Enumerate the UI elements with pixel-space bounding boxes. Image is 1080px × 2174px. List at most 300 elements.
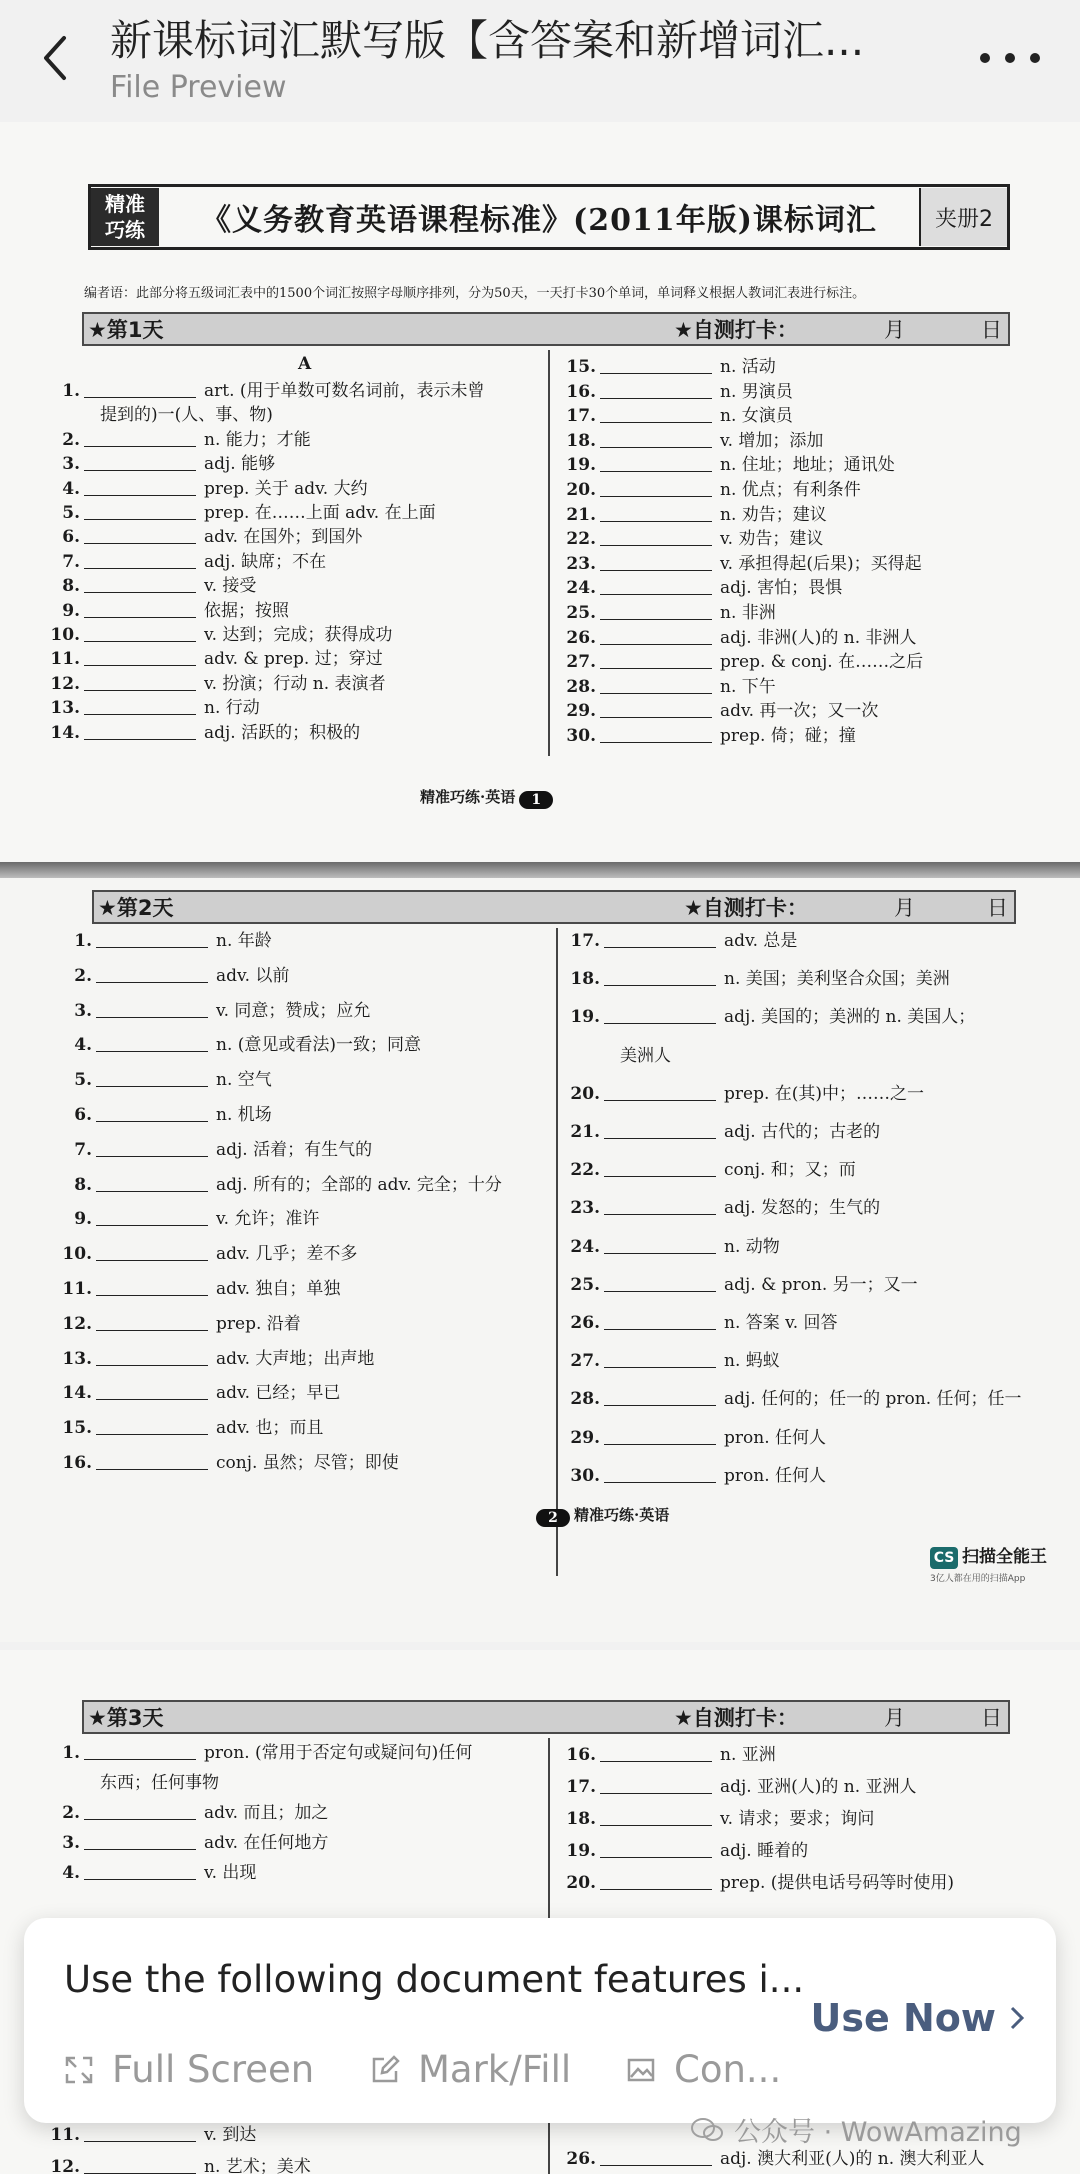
word-row bbox=[40, 620, 392, 645]
word-row bbox=[52, 1378, 340, 1403]
day-band bbox=[92, 890, 1016, 924]
section-letter: A bbox=[298, 354, 312, 374]
word-definition: adj. 古代的；古老的 bbox=[724, 1122, 881, 1142]
word-row bbox=[52, 1065, 272, 1090]
item-number: 20. bbox=[566, 1873, 596, 1893]
word-row bbox=[560, 1232, 780, 1257]
word-definition: conj. 和；又；而 bbox=[724, 1160, 856, 1181]
answer-blank bbox=[96, 1365, 208, 1366]
document-page-2[interactable] bbox=[0, 862, 1080, 1642]
item-number: 17. bbox=[566, 406, 596, 427]
answer-blank bbox=[84, 1849, 196, 1850]
word-row bbox=[52, 1239, 357, 1264]
word-row bbox=[556, 475, 861, 500]
word-row bbox=[40, 693, 260, 718]
answer-blank bbox=[96, 1225, 208, 1226]
word-row bbox=[40, 1858, 256, 1883]
word-row bbox=[556, 377, 793, 402]
word-definition: n. 空气 bbox=[216, 1070, 272, 1091]
word-definition: n. 年龄 bbox=[216, 931, 272, 951]
word-definition: adv. 大声地；出声地 bbox=[216, 1348, 375, 1369]
expand-icon bbox=[64, 2055, 94, 2085]
word-definition: n. (意见或看法)一致；同意 bbox=[216, 1035, 422, 1056]
answer-blank bbox=[84, 617, 196, 618]
item-number: 30. bbox=[570, 1465, 600, 1486]
item-number: 2. bbox=[62, 429, 80, 450]
word-row bbox=[560, 1002, 975, 1027]
word-row bbox=[560, 1308, 838, 1333]
column-divider bbox=[548, 350, 550, 756]
mark-fill-button[interactable] bbox=[370, 2048, 571, 2091]
day-label: ★第1天 bbox=[88, 318, 164, 342]
answer-blank bbox=[84, 568, 196, 569]
word-row bbox=[560, 1193, 880, 1218]
footer-text: 精准巧练·英语 bbox=[420, 788, 516, 806]
word-row bbox=[556, 1740, 776, 1765]
answer-blank bbox=[84, 714, 196, 715]
word-definition: adj. 活着；有生气的 bbox=[216, 1139, 373, 1160]
answer-blank bbox=[96, 1191, 208, 1192]
word-row bbox=[52, 1100, 272, 1125]
word-row bbox=[40, 1798, 328, 1823]
answer-blank bbox=[600, 1761, 712, 1762]
word-definition: n. 男演员 bbox=[720, 381, 793, 402]
chevron-left-icon bbox=[40, 33, 70, 83]
item-number: 19. bbox=[570, 1007, 600, 1028]
more-options-button[interactable] bbox=[980, 38, 1040, 78]
word-row bbox=[40, 2152, 311, 2174]
item-number: 30. bbox=[566, 726, 596, 746]
word-definition: n. 蚂蚁 bbox=[724, 1351, 780, 1372]
answer-blank bbox=[604, 1291, 716, 1292]
item-number: 24. bbox=[570, 1236, 600, 1257]
item-number: 16. bbox=[62, 1453, 92, 1473]
more-dot-icon bbox=[980, 53, 990, 63]
word-definition: adj. 所有的；全部的 adv. 完全；十分 bbox=[216, 1174, 502, 1195]
item-number: 19. bbox=[566, 1841, 596, 1861]
word-definition: adj. 能够 bbox=[204, 454, 276, 475]
answer-blank bbox=[600, 1889, 712, 1890]
column-divider bbox=[556, 928, 558, 1576]
word-definition: n. 非洲 bbox=[720, 603, 776, 623]
item-number: 1. bbox=[74, 931, 92, 951]
word-row bbox=[40, 474, 368, 499]
word-definition: n. 机场 bbox=[216, 1105, 272, 1125]
feature-promo-card[interactable] bbox=[24, 1918, 1056, 2123]
word-definition: 美洲人 bbox=[620, 1045, 671, 1066]
word-row bbox=[560, 1346, 780, 1371]
word-definition: pron. 任何人 bbox=[724, 1465, 826, 1486]
word-row bbox=[40, 449, 275, 474]
word-row bbox=[52, 1413, 323, 1438]
word-definition: 提到的)一(人、事、物) bbox=[100, 405, 273, 426]
word-row bbox=[560, 1423, 826, 1448]
word-definition: adv. 也；而且 bbox=[216, 1418, 324, 1439]
item-number: 27. bbox=[570, 1351, 600, 1372]
item-number: 26. bbox=[566, 2149, 596, 2169]
page-number: 1 bbox=[519, 791, 553, 809]
scanner-name: 扫描全能王 bbox=[962, 1547, 1047, 1567]
word-definition: n. 优点；有利条件 bbox=[720, 480, 861, 500]
word-row bbox=[40, 571, 256, 596]
answer-blank bbox=[96, 1051, 208, 1052]
full-screen-button[interactable] bbox=[64, 2048, 314, 2091]
word-row bbox=[40, 1768, 219, 1793]
checkin-label: ★自测打卡： bbox=[684, 896, 808, 920]
word-definition: adv. 而且；加之 bbox=[204, 1803, 329, 1823]
answer-blank bbox=[604, 985, 716, 986]
convert-button[interactable] bbox=[626, 2048, 781, 2091]
word-definition: n. 下午 bbox=[720, 676, 776, 697]
answer-blank bbox=[604, 1482, 716, 1483]
word-row bbox=[556, 401, 793, 426]
word-definition: v. 接受 bbox=[204, 576, 257, 597]
word-row bbox=[40, 400, 273, 425]
item-number: 18. bbox=[566, 430, 596, 451]
word-definition: art. (用于单数可数名词前，表示未曾 bbox=[204, 381, 485, 401]
word-definition: prep. 倚；碰；撞 bbox=[720, 726, 856, 746]
item-number: 14. bbox=[50, 722, 80, 743]
more-dot-icon bbox=[1030, 53, 1040, 63]
word-definition: adj. 澳大利亚(人)的 n. 澳大利亚人 bbox=[720, 2149, 985, 2169]
item-number: 22. bbox=[566, 529, 596, 550]
item-number: 5. bbox=[62, 503, 80, 523]
item-number: 11. bbox=[50, 2125, 80, 2145]
word-definition: adv. 独自；单独 bbox=[216, 1279, 341, 1299]
word-row bbox=[556, 524, 823, 549]
answer-blank bbox=[600, 570, 712, 571]
answer-blank bbox=[96, 1156, 208, 1157]
answer-blank bbox=[604, 1444, 716, 1445]
item-number: 6. bbox=[62, 527, 80, 548]
word-row bbox=[40, 547, 326, 572]
word-definition: n. 劝告；建议 bbox=[720, 504, 827, 525]
answer-blank bbox=[84, 665, 196, 666]
day-label: ★第3天 bbox=[88, 1706, 164, 1730]
item-number: 1. bbox=[62, 381, 80, 401]
word-definition: adj. 非洲(人)的 n. 非洲人 bbox=[720, 627, 917, 648]
word-row bbox=[560, 1270, 918, 1295]
answer-blank bbox=[600, 668, 712, 669]
item-number: 23. bbox=[570, 1198, 600, 1219]
volume-tag: 夹册2 bbox=[919, 188, 1007, 246]
answer-blank bbox=[84, 592, 196, 593]
word-definition: n. 艺术；美术 bbox=[204, 2157, 311, 2174]
answer-blank bbox=[84, 2141, 196, 2142]
word-definition: adj. 发怒的；生气的 bbox=[724, 1198, 881, 1219]
item-number: 16. bbox=[566, 381, 596, 402]
item-number: 9. bbox=[74, 1209, 92, 1230]
convert-label: Con... bbox=[674, 2048, 782, 2091]
word-row bbox=[556, 647, 923, 672]
answer-blank bbox=[600, 447, 712, 448]
answer-blank bbox=[600, 1857, 712, 1858]
word-definition: n. 活动 bbox=[720, 357, 776, 377]
editor-note: 编者语：此部分将五级词汇表中的1500个词汇按照字母顺序排列，分为50天，一天打卡30个单词，单词释义根据人教词汇表进行标注。 bbox=[84, 286, 866, 301]
word-definition: n. 能力；才能 bbox=[204, 429, 311, 450]
answer-blank bbox=[604, 1329, 716, 1330]
item-number: 7. bbox=[74, 1139, 92, 1160]
item-number: 29. bbox=[566, 701, 596, 722]
word-row bbox=[40, 644, 383, 669]
item-number: 4. bbox=[62, 1863, 80, 1883]
answer-blank bbox=[604, 947, 716, 948]
word-row bbox=[556, 549, 922, 574]
word-definition: n. 行动 bbox=[204, 698, 260, 719]
word-row bbox=[556, 1836, 808, 1861]
word-definition: v. 承担得起(后果)；买得起 bbox=[720, 553, 922, 574]
word-row bbox=[52, 926, 272, 951]
word-definition: adv. 几乎；差不多 bbox=[216, 1244, 358, 1265]
item-number: 18. bbox=[566, 1809, 596, 1829]
word-definition: adv. 以前 bbox=[216, 965, 290, 986]
answer-blank bbox=[84, 739, 196, 740]
word-definition: v. 增加；添加 bbox=[720, 430, 824, 451]
word-row bbox=[556, 696, 878, 721]
answer-blank bbox=[604, 1214, 716, 1215]
answer-blank bbox=[600, 594, 712, 595]
back-button[interactable] bbox=[30, 28, 80, 88]
item-number: 27. bbox=[566, 652, 596, 673]
word-definition: conj. 虽然；尽管；即使 bbox=[216, 1453, 399, 1473]
promo-message: Use the following document features i... bbox=[64, 1958, 805, 2001]
item-number: 16. bbox=[566, 1745, 596, 1765]
word-row bbox=[40, 596, 289, 621]
word-definition: n. 美国；美利坚合众国；美洲 bbox=[724, 969, 950, 990]
answer-blank bbox=[600, 2165, 712, 2166]
item-number: 11. bbox=[50, 649, 80, 670]
page-header bbox=[88, 184, 1010, 250]
answer-blank bbox=[96, 1469, 208, 1470]
word-row bbox=[40, 1828, 328, 1853]
item-number: 26. bbox=[570, 1313, 600, 1333]
word-definition: v. 劝告；建议 bbox=[720, 529, 824, 550]
item-number: 8. bbox=[74, 1174, 92, 1195]
item-number: 12. bbox=[50, 673, 80, 694]
word-definition: v. 出现 bbox=[204, 1863, 257, 1883]
word-row bbox=[560, 1041, 671, 1066]
word-row bbox=[52, 1170, 502, 1195]
item-number: 10. bbox=[62, 1244, 92, 1265]
chevron-right-icon bbox=[1008, 2005, 1026, 2031]
item-number: 26. bbox=[566, 627, 596, 648]
word-row bbox=[556, 500, 827, 525]
word-row bbox=[556, 1804, 874, 1829]
word-definition: adv. 再一次；又一次 bbox=[720, 701, 879, 722]
answer-blank bbox=[84, 543, 196, 544]
item-number: 4. bbox=[62, 478, 80, 499]
word-row bbox=[40, 718, 360, 743]
word-definition: n. 答案 v. 回答 bbox=[724, 1313, 838, 1333]
item-number: 15. bbox=[566, 357, 596, 377]
word-definition: 依据；按照 bbox=[204, 600, 289, 621]
answer-blank bbox=[600, 693, 712, 694]
answer-blank bbox=[84, 397, 196, 398]
word-row bbox=[52, 1030, 421, 1055]
date-label: 日 bbox=[981, 1706, 1002, 1730]
word-row bbox=[52, 1344, 374, 1369]
camscanner-logo: CS bbox=[930, 1547, 958, 1569]
word-row bbox=[40, 669, 386, 694]
word-row bbox=[40, 376, 485, 401]
page-number: 2 bbox=[536, 1509, 570, 1527]
word-definition: v. 到达 bbox=[204, 2125, 257, 2145]
item-number: 20. bbox=[566, 480, 596, 500]
word-row bbox=[560, 1079, 924, 1104]
item-number: 21. bbox=[570, 1122, 600, 1142]
item-number: 2. bbox=[62, 1803, 80, 1823]
word-row bbox=[556, 623, 917, 648]
word-definition: pron. (常用于否定句或疑问句)任何 bbox=[204, 1743, 473, 1763]
word-row bbox=[40, 522, 362, 547]
day-band bbox=[82, 312, 1010, 346]
word-row bbox=[556, 352, 776, 377]
word-row bbox=[560, 1155, 856, 1180]
answer-blank bbox=[96, 982, 208, 983]
word-definition: prep. (提供电话号码等时使用) bbox=[720, 1873, 955, 1893]
scanner-tagline: 3亿人都在用的扫描App bbox=[930, 1574, 1026, 1584]
item-number: 3. bbox=[74, 1000, 92, 1021]
answer-blank bbox=[84, 690, 196, 691]
word-row bbox=[40, 498, 436, 523]
item-number: 20. bbox=[570, 1083, 600, 1104]
footer-text: 精准巧练·英语 bbox=[574, 1506, 670, 1524]
answer-blank bbox=[600, 545, 712, 546]
answer-blank bbox=[96, 947, 208, 948]
word-row bbox=[560, 926, 797, 951]
word-row bbox=[556, 1772, 917, 1797]
date-label: 日 bbox=[987, 896, 1008, 920]
series-logo: 精准 巧练 bbox=[91, 188, 159, 246]
item-number: 21. bbox=[566, 504, 596, 525]
word-row bbox=[556, 721, 856, 746]
item-number: 28. bbox=[566, 676, 596, 697]
word-definition: adj. 任何的；任一的 pron. 任何；任一 bbox=[724, 1389, 1022, 1410]
month-label: 月 bbox=[884, 318, 905, 342]
item-number: 24. bbox=[566, 578, 596, 599]
checkin-label: ★自测打卡： bbox=[674, 1706, 798, 1730]
document-page-1[interactable] bbox=[0, 122, 1080, 862]
scanner-watermark bbox=[930, 1542, 1060, 1584]
item-number: 22. bbox=[570, 1160, 600, 1181]
word-definition: adj. 害怕；畏惧 bbox=[720, 578, 843, 599]
answer-blank bbox=[604, 1023, 716, 1024]
answer-blank bbox=[96, 1295, 208, 1296]
item-number: 10. bbox=[50, 625, 80, 645]
word-definition: prep. 沿着 bbox=[216, 1313, 301, 1334]
item-number: 13. bbox=[50, 698, 80, 719]
item-number: 6. bbox=[74, 1105, 92, 1125]
answer-blank bbox=[604, 1176, 716, 1177]
item-number: 29. bbox=[570, 1427, 600, 1448]
word-definition: v. 允许；准许 bbox=[216, 1209, 320, 1230]
word-definition: prep. & conj. 在……之后 bbox=[720, 652, 924, 673]
answer-blank bbox=[604, 1138, 716, 1139]
answer-blank bbox=[96, 1086, 208, 1087]
checkin-label: ★自测打卡： bbox=[674, 318, 798, 342]
answer-blank bbox=[84, 1819, 196, 1820]
item-number: 23. bbox=[566, 553, 596, 574]
word-definition: adj. 缺席；不在 bbox=[204, 551, 327, 572]
answer-blank bbox=[96, 1260, 208, 1261]
page-footer bbox=[420, 786, 557, 809]
word-row bbox=[556, 573, 842, 598]
image-icon bbox=[626, 2055, 656, 2085]
answer-blank bbox=[84, 1879, 196, 1880]
word-definition: v. 达到；完成；获得成功 bbox=[204, 625, 393, 645]
word-definition: adj. 亚洲(人)的 n. 亚洲人 bbox=[720, 1777, 917, 1797]
answer-blank bbox=[84, 641, 196, 642]
day-label: ★第2天 bbox=[98, 896, 174, 920]
word-definition: n. 女演员 bbox=[720, 406, 793, 427]
word-definition: n. 动物 bbox=[724, 1236, 780, 1257]
word-definition: adv. & prep. 过；穿过 bbox=[204, 649, 383, 670]
more-dot-icon bbox=[1005, 53, 1015, 63]
item-number: 12. bbox=[62, 1313, 92, 1334]
answer-blank bbox=[96, 1399, 208, 1400]
answer-blank bbox=[600, 496, 712, 497]
word-definition: adj. & pron. 另一；又一 bbox=[724, 1274, 918, 1295]
item-number: 12. bbox=[50, 2157, 80, 2174]
answer-blank bbox=[600, 717, 712, 718]
scan-shadow bbox=[0, 862, 1080, 878]
watermark-text: 公众号 · WowAmazing bbox=[734, 2117, 1022, 2148]
item-number: 8. bbox=[62, 576, 80, 597]
word-row bbox=[40, 2120, 256, 2145]
item-number: 7. bbox=[62, 551, 80, 572]
word-definition: v. 请求；要求；询问 bbox=[720, 1809, 875, 1829]
word-definition: prep. 在……上面 adv. 在上面 bbox=[204, 503, 436, 523]
word-definition: adv. 在任何地方 bbox=[204, 1833, 329, 1853]
answer-blank bbox=[84, 470, 196, 471]
answer-blank bbox=[604, 1367, 716, 1368]
word-row bbox=[560, 1461, 826, 1486]
word-definition: n. 住址；地址；通讯处 bbox=[720, 455, 895, 476]
answer-blank bbox=[600, 619, 712, 620]
use-now-button[interactable] bbox=[811, 1996, 1027, 2040]
item-number: 19. bbox=[566, 455, 596, 476]
word-row bbox=[40, 1738, 472, 1763]
item-number: 3. bbox=[62, 454, 80, 475]
word-definition: adj. 睡着的 bbox=[720, 1841, 809, 1861]
word-definition: prep. 关于 adv. 大约 bbox=[204, 478, 368, 499]
word-row bbox=[560, 964, 950, 989]
word-row bbox=[556, 672, 776, 697]
word-row bbox=[52, 1204, 319, 1229]
answer-blank bbox=[600, 398, 712, 399]
word-definition: pron. 任何人 bbox=[724, 1427, 826, 1448]
answer-blank bbox=[84, 519, 196, 520]
answer-blank bbox=[600, 373, 712, 374]
word-row bbox=[556, 450, 895, 475]
item-number: 9. bbox=[62, 600, 80, 621]
item-number: 11. bbox=[62, 1279, 92, 1299]
edit-icon bbox=[370, 2055, 400, 2085]
item-number: 17. bbox=[570, 931, 600, 951]
item-number: 3. bbox=[62, 1833, 80, 1853]
answer-blank bbox=[600, 422, 712, 423]
word-row bbox=[556, 426, 823, 451]
date-label: 日 bbox=[981, 318, 1002, 342]
answer-blank bbox=[84, 446, 196, 447]
item-number: 25. bbox=[570, 1274, 600, 1295]
document-title: 新课标词汇默写版【含答案和新增词汇... bbox=[110, 16, 865, 65]
wechat-icon bbox=[690, 2117, 724, 2143]
item-number: 5. bbox=[74, 1070, 92, 1091]
answer-blank bbox=[600, 742, 712, 743]
word-row bbox=[560, 1384, 1022, 1409]
wechat-watermark bbox=[690, 2110, 1022, 2149]
